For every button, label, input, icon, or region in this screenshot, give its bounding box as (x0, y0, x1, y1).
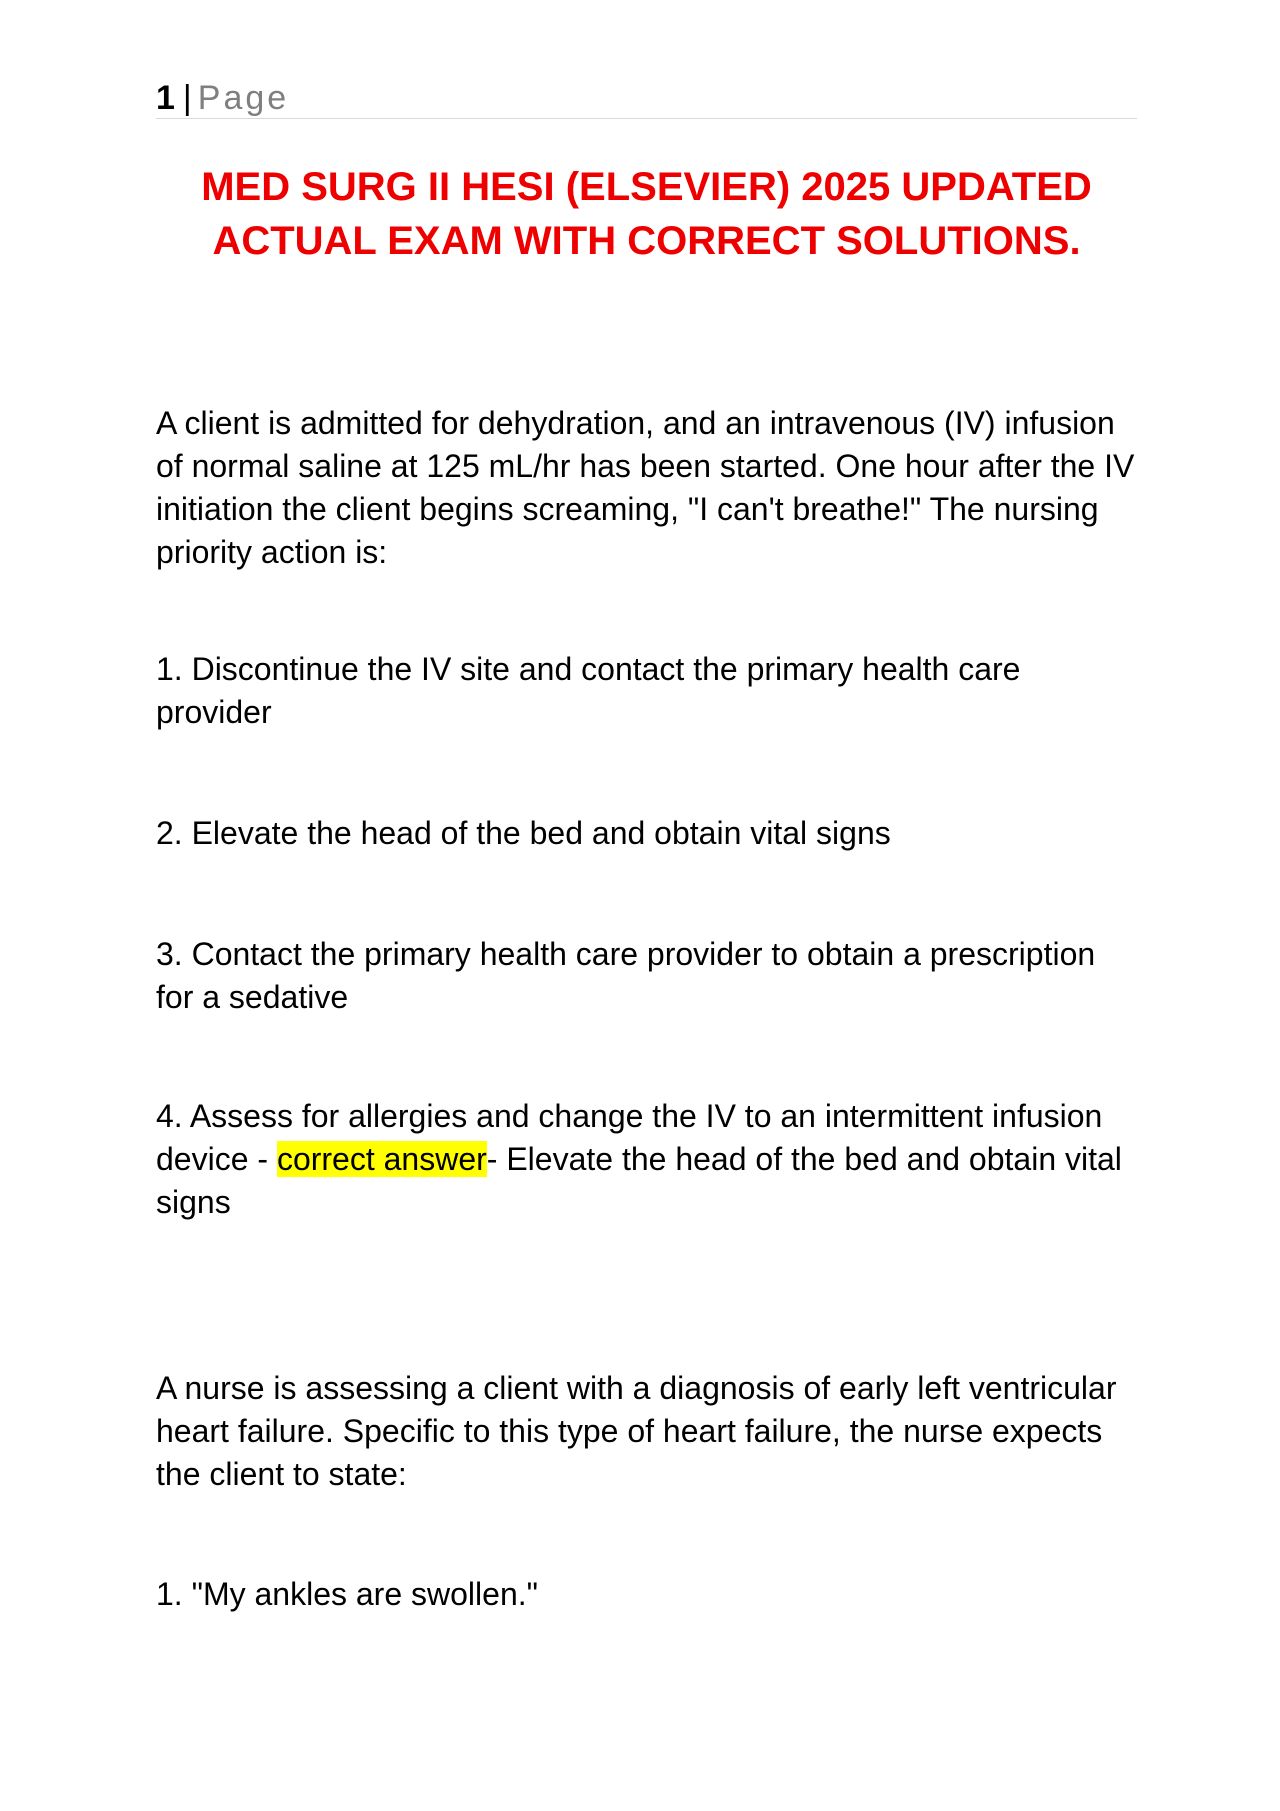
page-separator: | (182, 79, 192, 117)
page-header (156, 78, 1137, 118)
question-1-option-3: 3. Contact the primary health care provider to obtain a prescription for a sedative (156, 936, 1096, 1015)
correct-answer-highlight: correct answer (276, 1141, 487, 1177)
question-1-option-4 (156, 1095, 1137, 1224)
question-2-stem: A nurse is assessing a client with a diagnosis of early left ventricular heart failure. Specific to this type of heart failure, the nurse expects the client to state: (156, 1370, 1117, 1492)
question-1-option-1: 1. Discontinue the IV site and contact the primary health care provider (156, 651, 1021, 730)
page-label: Page (197, 79, 290, 117)
question-1-option-2: 2. Elevate the head of the bed and obtain vital signs (156, 815, 891, 851)
question-1-stem: A client is admitted for dehydration, and an intravenous (IV) infusion of normal saline at 125 mL/hr has been started. One hour after the IV initiation the client begins screaming, "I can't breathe!" The nursing priority action is: (156, 405, 1135, 570)
header-divider (156, 118, 1137, 119)
option-4-text: 4. Assess for allergies and change the IV to an intermittent infusion device - (156, 1098, 1103, 1177)
page-number: 1 (156, 79, 175, 117)
document-title: MED SURG II HESI (ELSEVIER) 2025 UPDATED ACTUAL EXAM WITH CORRECT SOLUTIONS. (201, 165, 1092, 263)
question-2-option-1: 1. "My ankles are swollen." (156, 1576, 538, 1612)
answer-text: - Elevate the head of the bed and obtain vital signs (156, 1141, 1122, 1220)
